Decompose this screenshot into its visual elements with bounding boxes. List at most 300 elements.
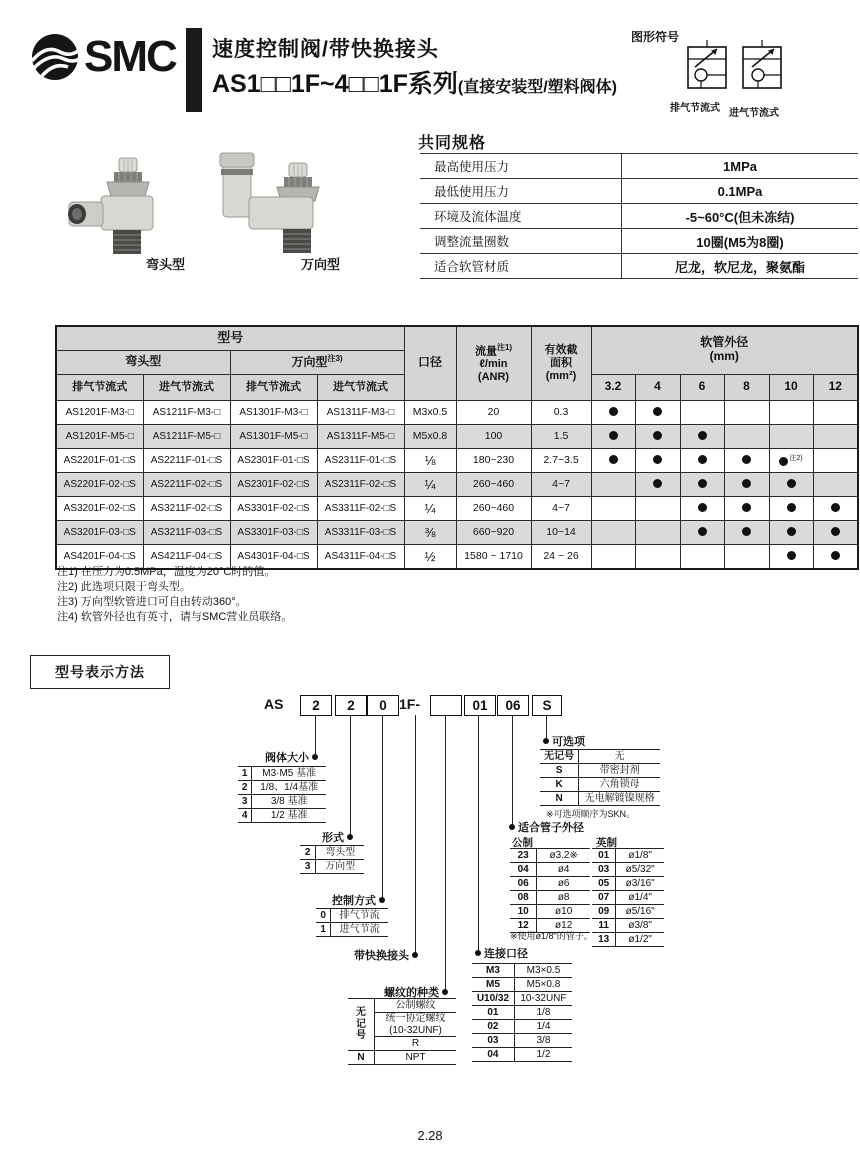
table-cell: ø5/16"	[616, 905, 664, 919]
mini-row	[238, 781, 326, 795]
table-cell: 100	[456, 424, 531, 448]
hose-compat-cell	[680, 496, 724, 520]
table-cell: AS2301F-02-□S	[230, 472, 317, 496]
table-cell: AS2201F-01-□S	[56, 448, 143, 472]
hose-compat-cell	[635, 544, 680, 569]
table-cell: ø6	[537, 877, 590, 891]
leader-dot	[347, 834, 353, 840]
mini-row	[300, 846, 364, 860]
hose-compat-cell	[813, 400, 858, 424]
table-cell: 无电解镀镍规格	[579, 792, 660, 806]
table-cell: ¼	[404, 496, 456, 520]
table-cell: 1/8	[514, 1006, 572, 1020]
table-cell: 20	[456, 400, 531, 424]
table-cell: 2.7~3.5	[531, 448, 591, 472]
leader-dot	[509, 824, 515, 830]
mini-row	[316, 923, 388, 937]
hose-compat-cell	[635, 520, 680, 544]
leader-dot	[379, 897, 385, 903]
note-line: 注4) 软管外径也有英寸，请与SMC营业员联络。	[57, 611, 293, 623]
hose-compat-cell	[635, 496, 680, 520]
quick-fitting-label: 带快换接头	[354, 950, 409, 962]
metric-note: ※使用ø1/8"的管子。	[510, 931, 593, 941]
hose-compat-cell	[591, 544, 635, 569]
port-size-label: 连接口径	[484, 948, 528, 960]
spec-row	[420, 154, 858, 179]
mini-row	[510, 849, 590, 863]
table-cell: 260~460	[456, 496, 531, 520]
table-cell: AS2211F-02-□S	[143, 472, 230, 496]
mini-row	[316, 909, 388, 923]
table-cell: AS1311F-M3-□	[317, 400, 404, 424]
mini-row	[592, 891, 664, 905]
leader-line	[315, 715, 316, 757]
pneumatic-symbol-intake-icon	[739, 40, 785, 94]
table-cell: NPT	[374, 1051, 456, 1065]
table-cell: 03	[472, 1034, 514, 1048]
hose-compat-cell	[591, 496, 635, 520]
table-cell: 660~920	[456, 520, 531, 544]
hose-compat-cell	[769, 472, 813, 496]
header-divider-bar	[186, 28, 202, 112]
elbow-type-photo	[55, 152, 190, 260]
header-hose-size: 10	[769, 374, 813, 400]
table-cell: R	[374, 1037, 456, 1051]
table-cell: 排气节流	[331, 909, 388, 923]
hose-compat-cell	[724, 424, 769, 448]
table-cell: 尼龙，软尼龙，聚氨酯	[622, 254, 859, 279]
table-cell: 12	[510, 919, 537, 933]
table-cell: 2	[300, 846, 316, 860]
elbow-type-label: 弯头型	[146, 257, 186, 272]
header-exhaust-throttle: 排气节流式	[230, 374, 317, 400]
options-table	[540, 749, 660, 806]
leader-dot	[412, 952, 418, 958]
hose-compat-cell	[591, 400, 635, 424]
mini-row	[472, 992, 572, 1006]
table-cell: U10/32	[472, 992, 514, 1006]
table-cell: M5	[472, 978, 514, 992]
leader-line	[512, 715, 513, 827]
model-designation-section	[0, 650, 860, 1130]
table-cell: 01	[472, 1006, 514, 1020]
table-cell: ø1/4"	[616, 891, 664, 905]
table-cell: 04	[510, 863, 537, 877]
header-model: 型号	[56, 326, 404, 350]
leader-dot	[475, 950, 481, 956]
hose-compat-cell	[724, 400, 769, 424]
body-size-label: 阀体大小	[265, 752, 309, 764]
table-cell: M3x0.5	[404, 400, 456, 424]
table-cell: AS1301F-M5-□	[230, 424, 317, 448]
header-hose-size: 3.2	[591, 374, 635, 400]
note-line: 注1) 在压力为0.5MPa，温度为20°C时的值。	[57, 566, 276, 578]
mini-row	[238, 767, 326, 781]
table-cell: ø4	[537, 863, 590, 877]
hose-compat-cell	[680, 544, 724, 569]
hose-compat-cell	[635, 448, 680, 472]
table-cell: 3	[238, 795, 252, 809]
hose-compat-cell: 注2)	[769, 448, 813, 472]
hose-compat-cell	[724, 544, 769, 569]
mini-row	[510, 877, 590, 891]
model-row	[56, 424, 858, 448]
model-row	[56, 520, 858, 544]
table-cell: 1MPa	[622, 154, 859, 179]
leader-line	[415, 715, 416, 955]
table-cell: 适合软管材质	[420, 254, 622, 279]
table-cell: AS3201F-03-□S	[56, 520, 143, 544]
mini-row	[540, 764, 660, 778]
table-cell: AS3301F-02-□S	[230, 496, 317, 520]
table-cell: S	[540, 764, 579, 778]
series-suffix: 系列	[407, 70, 458, 98]
table-cell: AS2311F-01-□S	[317, 448, 404, 472]
tube-imperial-table	[592, 848, 664, 947]
body-size-table	[238, 766, 326, 823]
brand-name: SMC	[84, 32, 176, 81]
table-cell: 3	[300, 860, 316, 874]
mini-row	[472, 1048, 572, 1062]
mini-row	[348, 1051, 456, 1065]
mini-row	[472, 1006, 572, 1020]
table-cell: M5x0.8	[404, 424, 456, 448]
options-label: 可选项	[552, 736, 585, 748]
table-cell: 10	[510, 905, 537, 919]
table-cell: 六角锁母	[579, 778, 660, 792]
table-cell: AS3311F-02-□S	[317, 496, 404, 520]
table-cell: ¼	[404, 472, 456, 496]
code-box-form: 2	[335, 695, 367, 716]
header-intake-throttle: 进气节流式	[317, 374, 404, 400]
table-cell: ½	[404, 544, 456, 569]
table-cell: 4	[238, 809, 252, 823]
common-specs-table	[420, 153, 858, 279]
hose-compat-cell	[724, 448, 769, 472]
code-prefix: AS	[264, 696, 284, 712]
table-cell: 1/8、1/4基准	[252, 781, 326, 795]
header-intake-throttle: 进气节流式	[143, 374, 230, 400]
mini-row	[592, 863, 664, 877]
hose-compat-cell	[724, 472, 769, 496]
spec-row	[420, 254, 858, 279]
header-hose-size: 4	[635, 374, 680, 400]
header-hose-od: 软管外径 (mm)	[591, 326, 858, 374]
table-cell: 4~7	[531, 496, 591, 520]
smc-logo-icon	[30, 32, 80, 82]
header-hose-size: 8	[724, 374, 769, 400]
leader-line	[382, 715, 383, 900]
hose-compat-cell	[635, 400, 680, 424]
model-row	[56, 448, 858, 472]
table-cell: 260~460	[456, 472, 531, 496]
leader-dot	[312, 754, 318, 760]
mini-row	[348, 999, 456, 1013]
table-cell: 10-32UNF	[514, 992, 572, 1006]
table-cell: AS3311F-03-□S	[317, 520, 404, 544]
table-cell: ø3/16"	[616, 877, 664, 891]
thread-type-table	[348, 998, 456, 1065]
table-cell: 弯头型	[316, 846, 364, 860]
table-cell: ø12	[537, 919, 590, 933]
symbol-caption-intake: 进气节流式	[729, 108, 779, 119]
mini-row	[592, 919, 664, 933]
table-cell: 最高使用压力	[420, 154, 622, 179]
mini-row	[510, 863, 590, 877]
table-cell: 07	[592, 891, 616, 905]
note-line: 注2) 此选项只限于弯头型。	[57, 581, 191, 593]
table-cell: 环境及流体温度	[420, 204, 622, 229]
table-cell: 调整流量圈数	[420, 229, 622, 254]
universal-type-photo	[205, 145, 345, 260]
hose-compat-cell	[813, 448, 858, 472]
hose-compat-cell	[680, 520, 724, 544]
hose-compat-cell	[769, 400, 813, 424]
table-cell: 08	[510, 891, 537, 905]
spec-row	[420, 204, 858, 229]
table-cell: 1580 ~ 1710	[456, 544, 531, 569]
table-cell: 03	[592, 863, 616, 877]
hose-compat-cell	[591, 424, 635, 448]
table-cell: N	[540, 792, 579, 806]
hose-compat-cell	[813, 472, 858, 496]
code-box-thread	[430, 695, 462, 716]
table-cell: ⅜	[404, 520, 456, 544]
table-cell: AS1211F-M5-□	[143, 424, 230, 448]
hose-compat-cell	[591, 520, 635, 544]
table-cell: 1/2	[514, 1048, 572, 1062]
header-flow: 流量$^{注1)}$ ℓ/min (ANR)	[456, 326, 531, 400]
table-cell: -5~60°C(但未冻结)	[622, 204, 859, 229]
options-note: ※可选项顺序为SKN。	[546, 809, 636, 819]
mini-row	[510, 905, 590, 919]
code-fixed-1f: 1F-	[399, 696, 420, 712]
table-cell: 0.3	[531, 400, 591, 424]
leader-line	[350, 715, 351, 837]
table-cell: M3·M5 基准	[252, 767, 326, 781]
pneumatic-symbol-exhaust-icon	[684, 40, 730, 94]
table-cell: 13	[592, 933, 616, 947]
code-box-tube: 06	[497, 695, 529, 716]
mini-row	[238, 795, 326, 809]
mini-row	[300, 860, 364, 874]
hose-compat-cell	[769, 520, 813, 544]
header-area: 有效截 面积 (mm²)	[531, 326, 591, 400]
table-cell: AS3201F-02-□S	[56, 496, 143, 520]
table-cell: AS1211F-M3-□	[143, 400, 230, 424]
tube-od-label: 适合管子外径	[518, 822, 584, 834]
table-cell: 10圈(M5为8圈)	[622, 229, 859, 254]
spec-row	[420, 179, 858, 204]
hose-compat-cell	[724, 520, 769, 544]
header-elbow: 弯头型	[56, 350, 230, 374]
mini-row	[472, 1034, 572, 1048]
table-cell: 统一协定螺纹 (10-32UNF)	[374, 1013, 456, 1037]
smc-logo	[30, 32, 176, 82]
thread-type-label: 螺纹的种类	[384, 987, 439, 999]
hose-compat-cell	[635, 424, 680, 448]
leader-line	[478, 715, 479, 953]
mini-row	[540, 750, 660, 764]
table-cell: AS3211F-03-□S	[143, 520, 230, 544]
leader-dot	[442, 989, 448, 995]
table-cell: 3/8 基准	[252, 795, 326, 809]
table-notes	[57, 565, 292, 625]
table-cell: AS1301F-M3-□	[230, 400, 317, 424]
header-hose-size: 6	[680, 374, 724, 400]
leader-line	[445, 715, 446, 992]
table-cell: 0.1MPa	[622, 179, 859, 204]
table-cell: 无记号	[540, 750, 579, 764]
table-cell: 02	[472, 1020, 514, 1034]
table-cell: ø1/2"	[616, 933, 664, 947]
mini-row	[472, 1020, 572, 1034]
table-cell: K	[540, 778, 579, 792]
table-cell: AS4201F-04-□S	[56, 544, 143, 569]
mini-row	[592, 933, 664, 947]
common-specs-title: 共同规格	[418, 135, 487, 152]
model-table	[55, 325, 859, 570]
metric-label: 公制	[512, 837, 533, 849]
header-universal: 万向型$^{注3)}$	[230, 350, 404, 374]
table-cell: 最低使用压力	[420, 179, 622, 204]
code-box-option: S	[532, 695, 562, 716]
header-bore: 口径	[404, 326, 456, 400]
table-cell: ø3/8"	[616, 919, 664, 933]
mini-row	[472, 978, 572, 992]
table-cell: 1/2 基准	[252, 809, 326, 823]
table-cell: 1/4	[514, 1020, 572, 1034]
hose-compat-cell	[813, 520, 858, 544]
table-cell: M5×0.8	[514, 978, 572, 992]
hose-compat-cell	[680, 424, 724, 448]
page-number: 2.28	[417, 1128, 443, 1143]
table-cell: M3	[472, 964, 514, 978]
table-cell: 带密封剂	[579, 764, 660, 778]
table-cell: 11	[592, 919, 616, 933]
table-cell: 24 ~ 26	[531, 544, 591, 569]
hose-compat-cell	[680, 472, 724, 496]
table-cell: AS1201F-M3-□	[56, 400, 143, 424]
series-title	[212, 64, 617, 100]
table-cell: AS2311F-02-□S	[317, 472, 404, 496]
designation-title: 型号表示方法	[30, 655, 170, 689]
table-cell: 2	[238, 781, 252, 795]
mini-row	[238, 809, 326, 823]
hose-compat-cell	[680, 400, 724, 424]
mini-row	[592, 877, 664, 891]
table-cell: AS1201F-M5-□	[56, 424, 143, 448]
model-row	[56, 472, 858, 496]
code-box-body-size: 2	[300, 695, 332, 716]
hose-compat-cell	[813, 424, 858, 448]
universal-type-label: 万向型	[301, 257, 341, 272]
imperial-label: 英制	[596, 837, 617, 849]
table-cell: 1	[238, 767, 252, 781]
hose-compat-cell	[813, 544, 858, 569]
port-size-table	[472, 963, 572, 1062]
table-cell: AS4301F-04-□S	[230, 544, 317, 569]
table-cell: 公制螺纹	[374, 999, 456, 1013]
table-cell: 1	[316, 923, 331, 937]
hose-compat-cell	[769, 496, 813, 520]
hose-compat-cell	[769, 544, 813, 569]
tube-metric-table	[510, 848, 590, 933]
table-cell: AS2201F-02-□S	[56, 472, 143, 496]
symbol-section-label: 图形符号	[631, 30, 680, 44]
control-label: 控制方式	[332, 895, 376, 907]
table-cell: ø1/8"	[616, 849, 664, 863]
code-box-port: 01	[464, 695, 496, 716]
mini-row	[510, 891, 590, 905]
table-cell: AS2301F-01-□S	[230, 448, 317, 472]
table-cell: 4~7	[531, 472, 591, 496]
table-cell: AS4211F-04-□S	[143, 544, 230, 569]
table-cell: 10~14	[531, 520, 591, 544]
table-cell: 05	[592, 877, 616, 891]
mini-row	[472, 964, 572, 978]
table-cell: ø8	[537, 891, 590, 905]
table-cell: 01	[592, 849, 616, 863]
table-cell: 无	[579, 750, 660, 764]
hose-compat-cell	[813, 496, 858, 520]
series-code: AS1□□1F~4□□1F	[212, 70, 408, 98]
hose-compat-cell	[591, 472, 635, 496]
table-cell: AS2211F-01-□S	[143, 448, 230, 472]
hose-compat-cell	[635, 472, 680, 496]
model-row	[56, 496, 858, 520]
table-cell: 09	[592, 905, 616, 919]
model-row	[56, 400, 858, 424]
table-cell: 万向型	[316, 860, 364, 874]
table-cell: ø5/32"	[616, 863, 664, 877]
table-cell: 1.5	[531, 424, 591, 448]
spec-row	[420, 229, 858, 254]
table-cell: AS4311F-04-□S	[317, 544, 404, 569]
page-title: 速度控制阀/带快换接头	[212, 38, 439, 61]
table-cell: ø3.2※	[537, 849, 590, 863]
table-cell: ø10	[537, 905, 590, 919]
mini-row	[540, 778, 660, 792]
table-cell: AS1311F-M5-□	[317, 424, 404, 448]
hose-compat-cell	[724, 496, 769, 520]
mini-row	[592, 905, 664, 919]
form-table	[300, 845, 364, 874]
mini-row	[540, 792, 660, 806]
header-hose-size: 12	[813, 374, 858, 400]
table-cell: 0	[316, 909, 331, 923]
leader-dot	[543, 738, 549, 744]
table-cell: M3×0.5	[514, 964, 572, 978]
note-line: 注3) 万向型软管进口可自由转动360°。	[57, 596, 247, 608]
table-cell: 3/8	[514, 1034, 572, 1048]
table-cell: 无记号	[348, 999, 374, 1051]
table-cell: AS3211F-02-□S	[143, 496, 230, 520]
table-cell: 06	[510, 877, 537, 891]
mini-row	[592, 849, 664, 863]
table-cell: 180~230	[456, 448, 531, 472]
table-cell: 进气节流	[331, 923, 388, 937]
series-subtitle: (直接安装型/塑料阀体)	[457, 79, 618, 96]
hose-compat-cell	[591, 448, 635, 472]
header-exhaust-throttle: 排气节流式	[56, 374, 143, 400]
table-cell: 23	[510, 849, 537, 863]
table-cell: N	[348, 1051, 374, 1065]
code-box-control: 0	[367, 695, 399, 716]
control-table	[316, 908, 388, 937]
hose-compat-cell	[769, 424, 813, 448]
table-cell: ⅛	[404, 448, 456, 472]
